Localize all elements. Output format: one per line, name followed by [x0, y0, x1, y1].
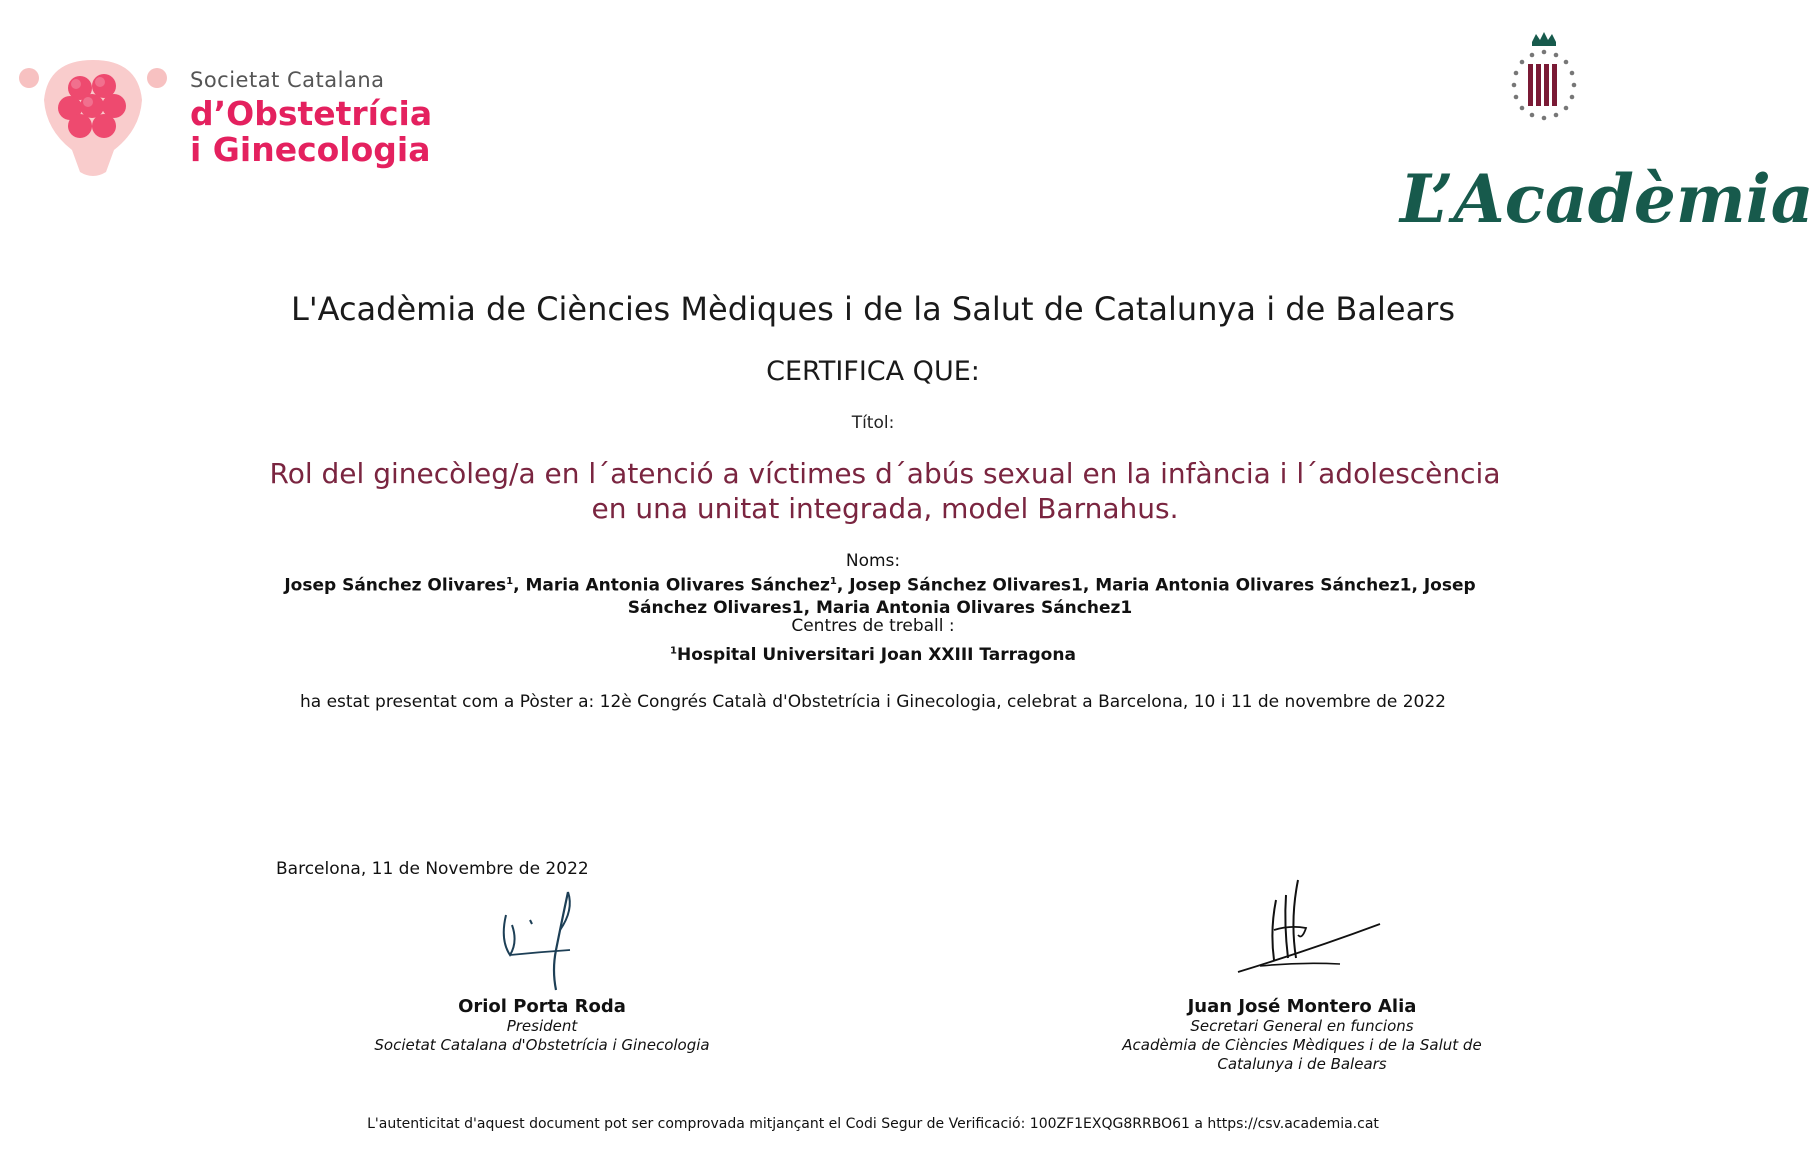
affiliation-marker: 1 — [670, 645, 678, 657]
affiliation-marker: 1 — [506, 576, 514, 587]
date-place: Barcelona, 11 de Novembre de 2022 — [276, 859, 589, 879]
verification-footer: L'autenticitat d'aquest document pot ser comprovada mitjançant el Codi Segur de Verificació: 100ZF1EXQG8RRBO61 a https://csv.academia.cat — [367, 1116, 1379, 1132]
author-name: Josep Sánchez Olivares — [284, 575, 507, 596]
signatory-role: Secretari General en funcions — [1190, 1017, 1414, 1035]
authors-list — [270, 571, 1490, 619]
signatory-org: Societat Catalana d'Obstetrícia i Ginecologia — [374, 1036, 710, 1054]
crown-emblem-icon — [1494, 30, 1594, 130]
signatory-right — [1042, 996, 1562, 1074]
titol-label: Títol: — [851, 413, 895, 433]
hospital-affiliation — [0, 645, 1746, 665]
affiliation-marker: 1 — [829, 576, 837, 587]
scog-logo — [18, 60, 488, 210]
signature-right-icon — [1230, 880, 1390, 980]
signatory-name: Juan José Montero Alia — [1187, 996, 1417, 1017]
signature-left-icon — [470, 880, 590, 995]
signatory-name: Oriol Porta Roda — [458, 996, 626, 1017]
scog-name-line1: Societat Catalana — [190, 68, 385, 92]
pink-flower-icon — [18, 60, 188, 210]
author-separator: , — [513, 575, 526, 596]
noms-label: Noms: — [845, 551, 901, 571]
authors-rest: , Josep Sánchez Olivares1, Maria Antonia Olivares Sánchez1, Josep Sánchez Olivares1, Maria Antonia Olivares Sánchez1 — [627, 575, 1476, 618]
presentation-statement: ha estat presentat com a Pòster a: 12è Congrés Català d'Obstetrícia i Ginecologia, celebrat a Barcelona, 10 i 11 de novembre de 2022 — [299, 692, 1446, 712]
certifica-heading: CERTIFICA QUE: — [766, 356, 980, 387]
scog-name-line3: i Ginecologia — [190, 130, 431, 169]
author-name: Maria Antonia Olivares Sánchez — [525, 575, 830, 596]
signatory-org: Acadèmia de Ciències Mèdiques i de la Salut de Catalunya i de Balears — [1122, 1036, 1482, 1073]
scog-name-line2: d’Obstetrícia — [190, 94, 433, 133]
poster-title: Rol del ginecòleg/a en l´atenció a víctimes d´abús sexual en la infància i l´adolescència en una unitat integrada, model Barnahus. — [269, 457, 1501, 525]
signatory-left — [282, 996, 802, 1055]
hospital-name: Hospital Universitari Joan XXIII Tarragona — [677, 645, 1076, 665]
main-heading: L'Acadèmia de Ciències Mèdiques i de la Salut de Catalunya i de Balears — [291, 290, 1455, 328]
academia-wordmark: L’Acadèmia — [1400, 160, 1814, 238]
signatory-role: President — [506, 1017, 578, 1035]
centres-label: Centres de treball : — [791, 616, 955, 636]
